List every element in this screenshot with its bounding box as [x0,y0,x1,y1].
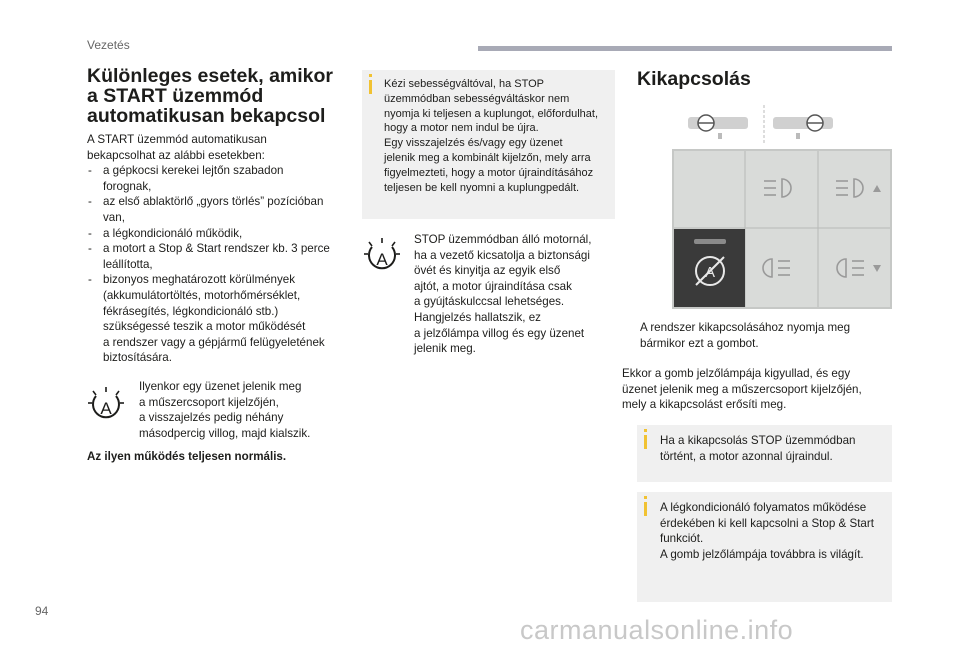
note-line: Egy visszajelzés és/vagy egy üzenet [384,137,563,150]
note-text [384,77,614,195]
start-mode-indicator-icon [88,387,124,421]
list-item-line: fékrásegítés, légkondicionáló stb.) [103,304,279,318]
list-item [87,241,352,272]
list-item-line: szükségessé teszik a motor működését [103,320,306,334]
list-item-line: forognak, [103,179,152,193]
warning-line: másodpercig villog, majd kialszik. [139,426,311,440]
note-text [660,500,890,562]
instruction-item [622,320,892,351]
instruction-line: bármikor ezt a gombot. [640,336,759,350]
warning-line: övét és kinyitja az egyik első [414,264,561,278]
note-line: figyelmezteti, hogy a motor újraindításához [384,166,594,179]
list-item-line: - a motort a Stop & Start rendszer kb. 3 perce [103,242,330,256]
info-icon-dot [644,429,647,432]
title-line: automatikusan bekapcsol [87,105,326,127]
list-item-line: leállította, [103,257,153,271]
start-mode-indicator-icon [364,238,400,272]
warning-line: jelenik meg. [414,342,476,356]
warning-line: a gyújtáskulccsal lehetséges. [414,295,565,309]
result-line: üzenet jelenik meg a műszercsoport kijelzőjén, [622,382,862,396]
warning-line: ha a vezető kicsatolja a biztonsági [414,248,590,262]
intro-line: A START üzemmód automatikusan [87,133,267,146]
result-line: mely a kikapcsolást erősíti meg. [622,398,787,412]
air-conditioning-note-box [637,492,892,602]
header-divider-bar [478,46,892,51]
stop-mode-restart-note-box [637,425,892,482]
auto-start-conditions-list [87,163,352,366]
watermark: carmanualsonline.info [520,615,794,645]
list-item-line: (akkumulátortöltés, motorhőmérséklet, [103,288,301,302]
list-item-line: - bizonyos meghatározott körülmények [103,273,296,287]
note-line: jelenik meg a kombinált kijelzőn, mely arra [384,151,591,164]
warning-line: a jelzőlámpa villog és egy üzenet [414,326,585,340]
info-icon [644,435,647,449]
note-line: történt, a motor azonnal újraindul. [660,449,833,463]
note-line: üzemmódban sebességváltáskor nem [384,92,570,105]
manual-gearbox-note-box [362,70,615,219]
note-line: A légkondicionáló folyamatos működése [660,501,867,514]
page-number: 94 [35,604,49,618]
stop-start-button-panel-illustration [672,149,892,309]
info-icon [644,502,647,516]
middle-warning-text [414,232,614,357]
warning-line: Hangjelzés hallatszik, ez [414,310,541,324]
note-line: Ha a kikapcsolás STOP üzemmódban [660,434,856,447]
deactivation-result-text [622,366,897,413]
left-section-title [87,66,357,126]
list-item-line: a rendszer vagy a gépjármű felügyeletének [103,335,325,349]
list-item-line: biztosítására. [103,351,172,365]
steering-position-diagram [688,105,833,145]
left-warning-text [139,379,339,441]
note-line: funkciót. [660,532,704,546]
note-line: A gomb jelzőlámpája továbbra is világít. [660,547,864,561]
note-line: Kézi sebességváltóval, ha STOP [384,78,544,90]
note-line: teljesen be kell nyomni a kuplungpedált. [384,181,580,194]
title-line: a START üzemmód [87,85,264,107]
list-item-line: - a gépkocsi kerekei lejtőn szabadon [103,164,284,178]
title-line: Különleges esetek, amikor [87,65,334,87]
info-icon-dot [369,74,372,77]
list-item-line: - az első ablaktörlő „gyors törlés” pozícióban [103,195,324,209]
warning-line: STOP üzemmódban álló motornál, [414,233,592,246]
left-intro-block [87,132,352,366]
note-line: hogy a motor nem indul be újra. [384,122,539,135]
svg-text:A: A [100,399,112,418]
note-line: nyomja ki teljesen a kuplungot, előfordulhat, [384,107,599,120]
list-item [87,272,352,366]
warning-line: a műszercsoport kijelzőjén, [139,395,279,409]
normal-operation-statement: Az ilyen működés teljesen normális. [87,450,287,463]
section-header: Vezetés [87,38,130,52]
info-icon [369,80,372,94]
svg-text:A: A [704,264,716,281]
list-item [87,163,352,194]
right-section-title: Kikapcsolás [637,68,751,90]
deactivation-instruction [622,320,892,351]
warning-line: ajtót, a motor újraindítása csak [414,279,572,293]
info-icon-dot [644,496,647,499]
list-item-line: van, [103,210,125,224]
note-line: érdekében ki kell kapcsolni a Stop & Start [660,516,874,530]
instruction-line: A rendszer kikapcsolásához nyomja meg [640,321,851,334]
result-line: Ekkor a gomb jelzőlámpája kigyullad, és egy [622,367,851,380]
list-item [87,194,352,225]
list-item-line: - a légkondicionáló működik, [103,226,243,240]
warning-line: a visszajelzés pedig néhány [139,411,284,425]
note-text [660,433,890,464]
list-item [87,226,352,242]
warning-line: Ilyenkor egy üzenet jelenik meg [139,380,302,393]
svg-text:A: A [376,250,388,269]
intro-line: bekapcsolhat az alábbi esetekben: [87,148,265,162]
